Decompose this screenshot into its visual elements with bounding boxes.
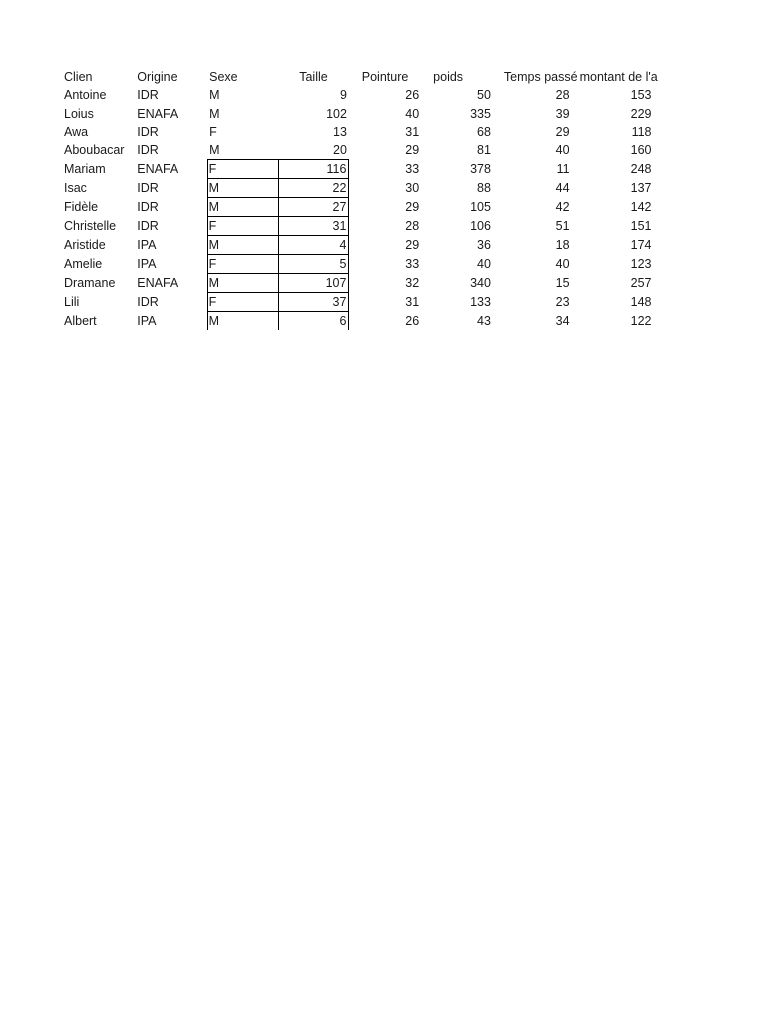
cell-origine[interactable]: IDR	[137, 88, 159, 103]
cell-origine[interactable]: IDR	[137, 181, 159, 196]
cell-origine[interactable]: IPA	[137, 238, 157, 253]
cell-taille[interactable]: 22	[278, 179, 349, 198]
cell-sexe[interactable]: M	[209, 143, 220, 158]
cell-temps[interactable]: 44	[555, 181, 570, 196]
cell-pointure[interactable]: 29	[405, 238, 420, 253]
table-row	[62, 198, 662, 217]
cell-client[interactable]: Isac	[64, 181, 87, 196]
table-row	[62, 141, 662, 160]
cell-temps[interactable]: 34	[555, 313, 570, 328]
cell-pointure[interactable]: 33	[405, 257, 420, 272]
cell-sexe[interactable]: M	[207, 274, 278, 293]
table-row	[62, 86, 662, 104]
header-montant[interactable]: montant de l'a	[579, 70, 658, 85]
cell-sexe[interactable]: F	[207, 217, 278, 236]
cell-pointure[interactable]: 31	[405, 125, 420, 140]
header-temps[interactable]: Temps passé	[503, 70, 578, 85]
cell-origine[interactable]: IDR	[137, 125, 159, 140]
cell-sexe[interactable]: F	[207, 160, 278, 179]
cell-pointure[interactable]: 28	[405, 219, 420, 234]
cell-pointure[interactable]: 33	[405, 162, 420, 177]
cell-origine[interactable]: ENAFA	[137, 276, 179, 291]
cell-montant[interactable]: 229	[630, 106, 652, 121]
cell-poids[interactable]: 133	[470, 295, 491, 310]
header-pointure[interactable]: Pointure	[361, 70, 409, 85]
cell-pointure[interactable]: 31	[405, 295, 420, 310]
cell-montant[interactable]: 153	[630, 88, 652, 103]
header-client[interactable]: Clien	[64, 70, 93, 85]
cell-montant[interactable]: 174	[630, 238, 652, 253]
cell-client[interactable]: Aristide	[64, 238, 106, 253]
cell-taille[interactable]: 31	[278, 217, 349, 236]
cell-montant[interactable]: 151	[630, 219, 652, 234]
cell-temps[interactable]: 11	[556, 162, 570, 177]
cell-client[interactable]: Dramane	[64, 276, 116, 291]
cell-poids[interactable]: 36	[477, 238, 491, 253]
cell-montant[interactable]: 148	[630, 295, 652, 310]
cell-pointure[interactable]: 26	[405, 88, 420, 103]
header-sexe[interactable]: Sexe	[209, 70, 238, 85]
spreadsheet-area	[62, 68, 662, 330]
table-row	[62, 312, 662, 331]
cell-temps[interactable]: 15	[555, 276, 570, 291]
cell-poids[interactable]: 105	[470, 200, 491, 215]
table-row	[62, 255, 662, 274]
cell-origine[interactable]: IDR	[137, 295, 159, 310]
cell-montant[interactable]: 118	[631, 125, 652, 140]
cell-taille[interactable]: 116	[278, 160, 349, 179]
cell-poids[interactable]: 378	[470, 162, 491, 177]
cell-origine[interactable]: ENAFA	[137, 162, 179, 177]
table-row	[62, 274, 662, 293]
cell-origine[interactable]: IPA	[137, 313, 157, 328]
cell-pointure[interactable]: 32	[405, 276, 420, 291]
cell-taille[interactable]: 6	[278, 312, 349, 331]
cell-poids[interactable]: 40	[477, 257, 491, 272]
cell-sexe[interactable]: M	[207, 198, 278, 217]
cell-origine[interactable]: IDR	[137, 143, 159, 158]
header-poids[interactable]: poids	[433, 70, 464, 85]
cell-temps[interactable]: 51	[555, 219, 570, 234]
cell-client[interactable]: Amelie	[64, 257, 103, 272]
cell-taille[interactable]: 4	[278, 236, 349, 255]
cell-sexe[interactable]: M	[207, 236, 278, 255]
cell-sexe[interactable]: F	[207, 255, 278, 274]
cell-client[interactable]: Loius	[64, 106, 94, 121]
table-row	[62, 293, 662, 312]
table-row	[62, 217, 662, 236]
cell-temps[interactable]: 29	[555, 125, 570, 140]
cell-pointure[interactable]: 29	[405, 200, 420, 215]
cell-taille[interactable]: 37	[278, 293, 349, 312]
cell-poids[interactable]: 81	[477, 143, 491, 158]
cell-sexe[interactable]: M	[207, 312, 278, 331]
data-table	[62, 68, 662, 330]
table-row	[62, 236, 662, 255]
header-row	[62, 68, 662, 86]
cell-client[interactable]: Fidèle	[64, 200, 99, 215]
cell-origine[interactable]: IPA	[137, 257, 157, 272]
cell-sexe[interactable]: M	[207, 179, 278, 198]
cell-client[interactable]: Aboubacar	[64, 143, 125, 158]
cell-montant[interactable]: 123	[630, 257, 652, 272]
table-row	[62, 179, 662, 198]
cell-origine[interactable]: IDR	[137, 219, 159, 234]
header-origine[interactable]: Origine	[137, 70, 178, 85]
cell-pointure[interactable]: 29	[405, 143, 420, 158]
cell-pointure[interactable]: 26	[405, 313, 420, 328]
cell-temps[interactable]: 28	[555, 88, 570, 103]
cell-poids[interactable]: 335	[470, 106, 491, 121]
cell-taille[interactable]: 27	[278, 198, 349, 217]
cell-temps[interactable]: 42	[555, 200, 570, 215]
cell-poids[interactable]: 106	[470, 219, 491, 234]
cell-taille[interactable]: 107	[278, 274, 349, 293]
cell-taille[interactable]: 5	[278, 255, 349, 274]
cell-montant[interactable]: 137	[630, 181, 652, 196]
cell-pointure[interactable]: 40	[405, 106, 420, 121]
cell-montant[interactable]: 142	[630, 200, 652, 215]
header-taille[interactable]: Taille	[299, 70, 328, 85]
cell-montant[interactable]: 257	[630, 276, 652, 291]
cell-client[interactable]: Albert	[64, 313, 97, 328]
cell-client[interactable]: Awa	[64, 125, 89, 140]
cell-temps[interactable]: 40	[555, 143, 570, 158]
cell-sexe[interactable]: M	[209, 88, 220, 103]
cell-poids[interactable]: 340	[470, 276, 491, 291]
cell-temps[interactable]: 18	[555, 238, 570, 253]
cell-client[interactable]: Lili	[64, 295, 80, 310]
cell-poids[interactable]: 68	[477, 125, 491, 140]
table-row	[62, 160, 662, 179]
cell-taille[interactable]: 13	[333, 125, 347, 140]
cell-poids[interactable]: 88	[477, 181, 491, 196]
table-row	[62, 123, 662, 141]
cell-taille[interactable]: 20	[333, 143, 347, 158]
cell-pointure[interactable]: 30	[405, 181, 420, 196]
cell-origine[interactable]: ENAFA	[137, 106, 179, 121]
table-body	[62, 86, 662, 330]
cell-montant[interactable]: 122	[630, 313, 652, 328]
cell-montant[interactable]: 160	[630, 143, 652, 158]
cell-temps[interactable]: 40	[555, 257, 570, 272]
cell-client[interactable]: Mariam	[64, 162, 106, 177]
cell-taille[interactable]: 102	[326, 106, 347, 121]
cell-origine[interactable]: IDR	[137, 200, 159, 215]
cell-temps[interactable]: 23	[555, 295, 570, 310]
cell-sexe[interactable]: M	[209, 106, 220, 121]
table-row	[62, 105, 662, 123]
cell-taille[interactable]: 9	[339, 88, 347, 103]
cell-poids[interactable]: 50	[477, 88, 491, 103]
cell-sexe[interactable]: F	[207, 293, 278, 312]
cell-sexe[interactable]: F	[209, 125, 217, 140]
cell-temps[interactable]: 39	[555, 106, 570, 121]
cell-client[interactable]: Christelle	[64, 219, 117, 234]
cell-client[interactable]: Antoine	[64, 88, 107, 103]
cell-poids[interactable]: 43	[477, 313, 491, 328]
cell-montant[interactable]: 248	[630, 162, 652, 177]
